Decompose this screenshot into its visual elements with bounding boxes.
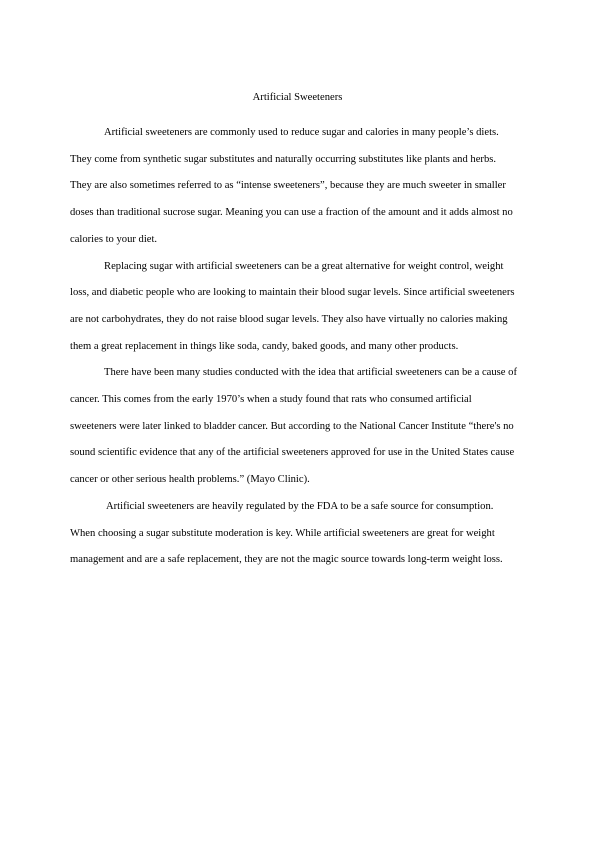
paragraph-1: Artificial sweeteners are commonly used to reduce sugar and calories in many people’s diets. They come from synthetic sugar substitutes and naturally occurring substitutes like plants and herbs. They are also sometimes referred to as “intense sweeteners”, because they are much sweeter in smaller doses than traditional sucrose sugar. Meaning you can use a fraction of the amount and it adds almost no calories to your diet. — [70, 127, 513, 245]
paragraph-2: Replacing sugar with artificial sweeteners can be a great alternative for weight control, weight loss, and diabetic people who are looking to maintain their blood sugar levels. Since artificial sweeteners are not carbohydrates, they do not raise blood sugar levels. They also have virtually no calories making them a great replacement in things like soda, candy, baked goods, and many other products. — [70, 260, 515, 352]
paragraph-3: There have been many studies conducted with the idea that artificial sweeteners can be a cause of cancer. This comes from the early 1970’s when a study found that rats who consumed artificial sweeteners were later linked to bladder cancer. But according to the National Cancer Institute “there's no sound scientific evidence that any of the artificial sweeteners approved for use in the United States cause cancer or other serious health problems.” (Mayo Clinic). — [70, 367, 517, 486]
document-title: Artificial Sweeteners — [252, 92, 343, 103]
document-body — [70, 120, 520, 574]
paragraph-4: Artificial sweeteners are heavily regulated by the FDA to be a safe source for consumption. When choosing a sugar substitute moderation is key. While artificial sweeteners are great for weight management and are a safe replacement, they are not the magic source towards long-term weight loss. — [70, 500, 503, 566]
